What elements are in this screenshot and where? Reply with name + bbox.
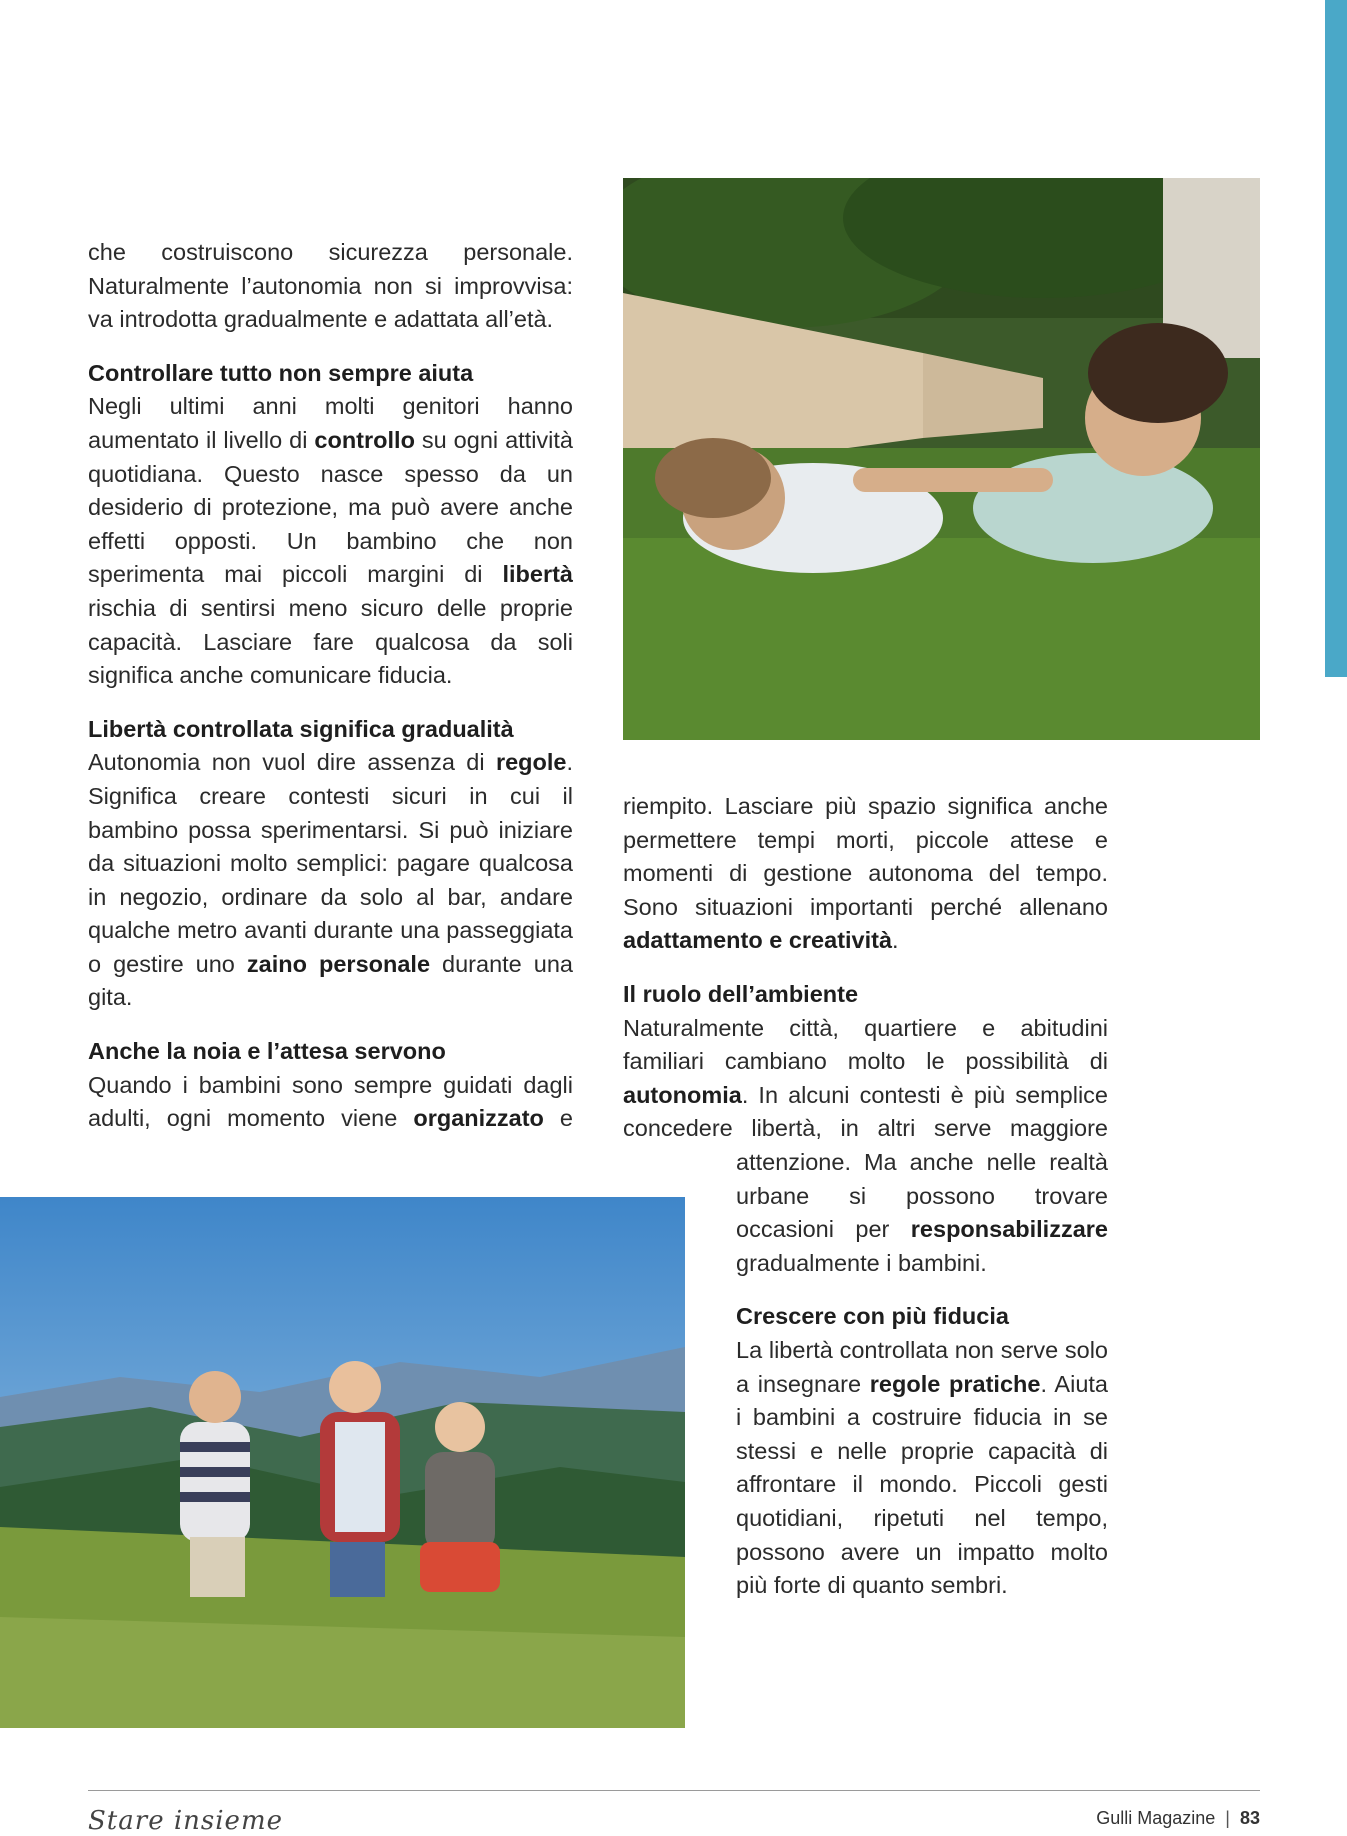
heading-liberta-controllata: Libertà controllata significa gradualità xyxy=(88,715,514,742)
paragraph-ambiente-continued: attenzione. Ma anche nelle realtà urbane si possono trovare occasioni per responsabilizzare gradualmente i bambini. xyxy=(736,1149,1108,1276)
footer-separator: | xyxy=(1225,1808,1230,1828)
footer-page-info xyxy=(1096,1808,1260,1829)
bold-regole-pratiche: regole pratiche xyxy=(869,1370,1041,1397)
heading-ambiente: Il ruolo dell’ambiente xyxy=(623,980,859,1007)
photo-children-on-grass-illustration xyxy=(623,178,1260,740)
paragraph-noia: Quando i bambini sono sempre guidati dagli adulti, ogni momento viene organizzato e xyxy=(88,1071,573,1132)
photo-children-running-illustration xyxy=(0,1197,685,1728)
page-number: 83 xyxy=(1239,1808,1260,1828)
heading-controllare: Controllare tutto non sempre aiuta xyxy=(88,359,474,386)
heading-noia: Anche la noia e l’attesa servono xyxy=(88,1038,446,1065)
bold-liberta: libertà xyxy=(502,561,573,588)
paragraph-fiducia: La libertà controllata non serve solo a insegnare regole pratiche. Aiuta i bambini a costruire fiducia in se stessi e nelle proprie capacità di affrontare il mondo. Piccoli gesti quotidiani, ripetuti nel tempo, possono avere un impatto molto più forte di quanto sembri. xyxy=(736,1336,1108,1599)
footer-section-title: Stare insieme xyxy=(88,1806,283,1836)
bold-responsabilizzare: responsabilizzare xyxy=(910,1216,1108,1243)
bold-zaino: zaino personale xyxy=(246,950,431,977)
photo-children-running-on-hill xyxy=(0,1197,685,1728)
footer-magazine-name: Gulli Magazine xyxy=(1096,1808,1216,1828)
paragraph-controllare: Negli ultimi anni molti genitori hanno aumentato il livello di controllo su ogni attività quotidiana. Questo nasce spesso da un desiderio di protezione, ma può avere anche effetti opposti. Un bambino che non sperimenta mai piccoli margini di libertà rischia di sentirsi meno sicuro delle proprie capacità. Lasciare fare qualcosa da soli significa anche comunicare fiducia. xyxy=(88,393,573,689)
bold-controllo: controllo xyxy=(314,426,415,453)
paragraph-liberta-controllata: Autonomia non vuol dire assenza di regole. Significa creare contesti sicuri in cui il bambino possa sperimentarsi. Si può iniziare da situazioni molto semplici: pagare qualcosa in negozio, ordinare da solo al bar, andare qualche metro avanti durante una passeggiata o gestire uno zaino personale durante una gita. xyxy=(88,749,573,1011)
paragraph-riempito: riempito. Lasciare più spazio significa anche permettere tempi morti, piccole attese e momenti di gestione autonoma del tempo. Sono situazioni importanti perché allenano adattamento e creatività. xyxy=(623,793,1108,954)
photo-children-on-grass xyxy=(623,178,1260,740)
left-text-column xyxy=(88,236,573,1136)
heading-fiducia: Crescere con più fiducia xyxy=(736,1303,1009,1330)
footer-divider xyxy=(88,1790,1260,1791)
bold-regole: regole xyxy=(495,749,567,776)
section-color-tab xyxy=(1325,0,1347,677)
bold-organizzato: organizzato xyxy=(413,1105,544,1132)
paragraph-ambiente: Naturalmente città, quartiere e abitudini familiari cambiano molto le possibilità di autonomia. In alcuni contesti è più semplice concedere libertà, in altri serve maggiore xyxy=(623,1014,1108,1142)
bold-autonomia: autonomia xyxy=(623,1081,742,1108)
bold-adattamento: adattamento e creatività xyxy=(623,927,893,954)
right-text-column-narrow xyxy=(736,1146,1108,1603)
intro-paragraph: che costruiscono sicurezza personale. Naturalmente l’autonomia non si improvvisa: va introdotta gradualmente e adattata all’età. xyxy=(88,239,573,333)
right-text-column xyxy=(623,790,1108,1146)
